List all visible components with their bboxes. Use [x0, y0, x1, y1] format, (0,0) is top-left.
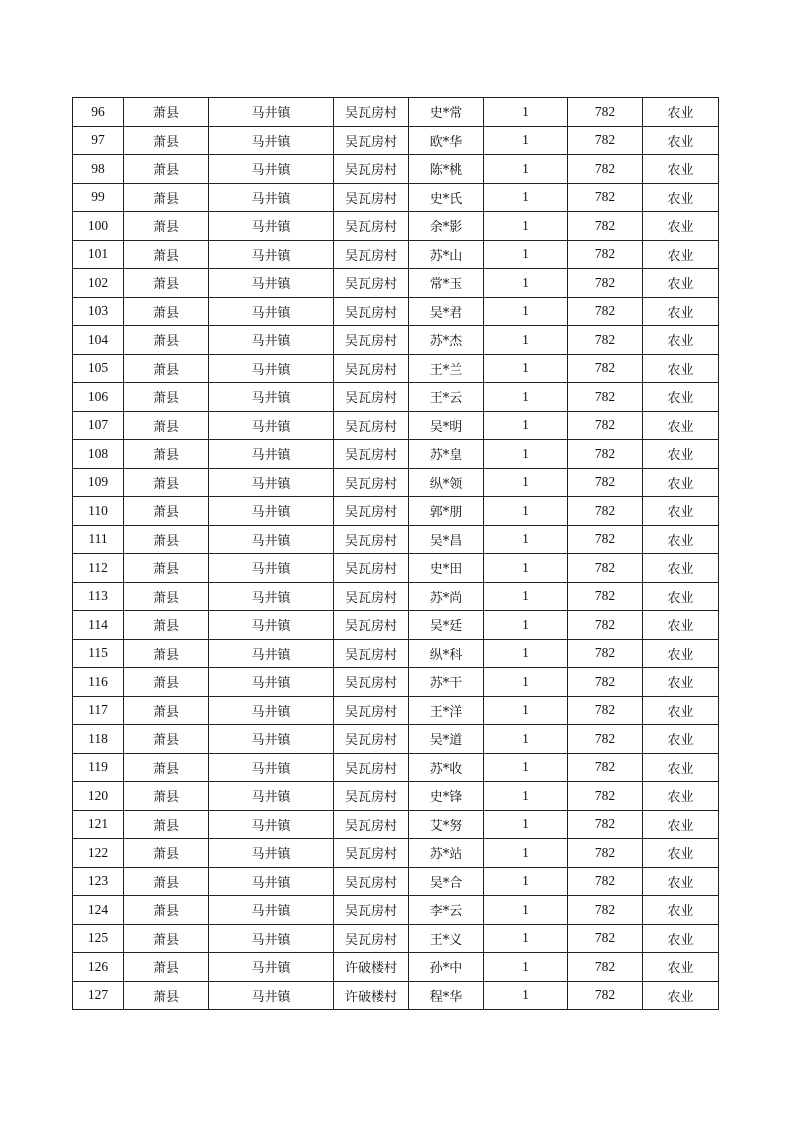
- cell-amount: 782: [568, 554, 643, 583]
- table-row: [73, 554, 719, 583]
- cell-category: 农业: [643, 525, 719, 554]
- cell-county: 萧县: [124, 810, 209, 839]
- table-body: [73, 98, 719, 1010]
- cell-village: 吴瓦房村: [334, 411, 409, 440]
- cell-town: 马井镇: [209, 896, 334, 925]
- cell-serial-number: 122: [73, 839, 124, 868]
- subsidy-table: [72, 97, 719, 1010]
- cell-county: 萧县: [124, 953, 209, 982]
- cell-serial-number: 108: [73, 440, 124, 469]
- cell-town: 马井镇: [209, 696, 334, 725]
- cell-category: 农业: [643, 611, 719, 640]
- cell-county: 萧县: [124, 497, 209, 526]
- cell-town: 马井镇: [209, 839, 334, 868]
- cell-village: 吴瓦房村: [334, 725, 409, 754]
- table-row: [73, 126, 719, 155]
- cell-amount: 782: [568, 269, 643, 298]
- table-row: [73, 525, 719, 554]
- cell-village: 吴瓦房村: [334, 867, 409, 896]
- cell-name: 王*洋: [409, 696, 484, 725]
- cell-name: 史*常: [409, 98, 484, 127]
- cell-town: 马井镇: [209, 411, 334, 440]
- table-row: [73, 497, 719, 526]
- cell-serial-number: 104: [73, 326, 124, 355]
- cell-town: 马井镇: [209, 810, 334, 839]
- cell-serial-number: 110: [73, 497, 124, 526]
- cell-count: 1: [484, 183, 568, 212]
- cell-serial-number: 120: [73, 782, 124, 811]
- cell-town: 马井镇: [209, 554, 334, 583]
- cell-county: 萧县: [124, 155, 209, 184]
- cell-town: 马井镇: [209, 981, 334, 1010]
- table-row: [73, 924, 719, 953]
- cell-village: 吴瓦房村: [334, 383, 409, 412]
- cell-name: 吴*昌: [409, 525, 484, 554]
- cell-town: 马井镇: [209, 924, 334, 953]
- cell-town: 马井镇: [209, 98, 334, 127]
- table-row: [73, 953, 719, 982]
- cell-category: 农业: [643, 582, 719, 611]
- cell-serial-number: 117: [73, 696, 124, 725]
- cell-name: 王*云: [409, 383, 484, 412]
- cell-county: 萧县: [124, 269, 209, 298]
- cell-amount: 782: [568, 297, 643, 326]
- cell-county: 萧县: [124, 240, 209, 269]
- cell-name: 史*氏: [409, 183, 484, 212]
- cell-amount: 782: [568, 639, 643, 668]
- cell-name: 纵*领: [409, 468, 484, 497]
- cell-county: 萧县: [124, 839, 209, 868]
- cell-count: 1: [484, 867, 568, 896]
- cell-name: 纵*科: [409, 639, 484, 668]
- cell-serial-number: 105: [73, 354, 124, 383]
- cell-name: 郭*朋: [409, 497, 484, 526]
- table-row: [73, 782, 719, 811]
- cell-county: 萧县: [124, 753, 209, 782]
- table-row: [73, 354, 719, 383]
- cell-county: 萧县: [124, 981, 209, 1010]
- cell-amount: 782: [568, 696, 643, 725]
- cell-amount: 782: [568, 212, 643, 241]
- cell-name: 苏*皇: [409, 440, 484, 469]
- cell-town: 马井镇: [209, 212, 334, 241]
- cell-count: 1: [484, 240, 568, 269]
- cell-county: 萧县: [124, 782, 209, 811]
- cell-amount: 782: [568, 497, 643, 526]
- cell-village: 吴瓦房村: [334, 554, 409, 583]
- cell-town: 马井镇: [209, 953, 334, 982]
- cell-county: 萧县: [124, 611, 209, 640]
- cell-name: 苏*杰: [409, 326, 484, 355]
- cell-village: 吴瓦房村: [334, 183, 409, 212]
- cell-name: 王*义: [409, 924, 484, 953]
- cell-name: 陈*桃: [409, 155, 484, 184]
- cell-amount: 782: [568, 468, 643, 497]
- cell-county: 萧县: [124, 639, 209, 668]
- cell-village: 吴瓦房村: [334, 240, 409, 269]
- cell-name: 孙*中: [409, 953, 484, 982]
- cell-name: 苏*干: [409, 668, 484, 697]
- cell-amount: 782: [568, 240, 643, 269]
- cell-county: 萧县: [124, 725, 209, 754]
- cell-county: 萧县: [124, 924, 209, 953]
- cell-village: 吴瓦房村: [334, 497, 409, 526]
- cell-county: 萧县: [124, 668, 209, 697]
- cell-amount: 782: [568, 981, 643, 1010]
- table-row: [73, 981, 719, 1010]
- cell-count: 1: [484, 354, 568, 383]
- table-row: [73, 611, 719, 640]
- cell-amount: 782: [568, 354, 643, 383]
- cell-category: 农业: [643, 696, 719, 725]
- cell-name: 苏*站: [409, 839, 484, 868]
- cell-town: 马井镇: [209, 582, 334, 611]
- cell-village: 许破楼村: [334, 981, 409, 1010]
- table-row: [73, 867, 719, 896]
- cell-village: 吴瓦房村: [334, 668, 409, 697]
- cell-count: 1: [484, 582, 568, 611]
- cell-amount: 782: [568, 668, 643, 697]
- cell-serial-number: 126: [73, 953, 124, 982]
- cell-amount: 782: [568, 525, 643, 554]
- table-row: [73, 639, 719, 668]
- cell-category: 农业: [643, 867, 719, 896]
- cell-count: 1: [484, 383, 568, 412]
- cell-amount: 782: [568, 582, 643, 611]
- cell-town: 马井镇: [209, 326, 334, 355]
- cell-county: 萧县: [124, 896, 209, 925]
- cell-serial-number: 115: [73, 639, 124, 668]
- cell-amount: 782: [568, 155, 643, 184]
- cell-amount: 782: [568, 326, 643, 355]
- cell-serial-number: 102: [73, 269, 124, 298]
- cell-village: 吴瓦房村: [334, 896, 409, 925]
- cell-count: 1: [484, 269, 568, 298]
- cell-village: 吴瓦房村: [334, 639, 409, 668]
- cell-village: 吴瓦房村: [334, 326, 409, 355]
- cell-name: 吴*君: [409, 297, 484, 326]
- cell-category: 农业: [643, 155, 719, 184]
- cell-count: 1: [484, 297, 568, 326]
- cell-category: 农业: [643, 639, 719, 668]
- table-row: [73, 896, 719, 925]
- cell-category: 农业: [643, 782, 719, 811]
- cell-name: 余*影: [409, 212, 484, 241]
- cell-category: 农业: [643, 354, 719, 383]
- cell-amount: 782: [568, 383, 643, 412]
- cell-serial-number: 123: [73, 867, 124, 896]
- cell-count: 1: [484, 924, 568, 953]
- cell-name: 吴*廷: [409, 611, 484, 640]
- cell-category: 农业: [643, 981, 719, 1010]
- table-row: [73, 440, 719, 469]
- cell-count: 1: [484, 981, 568, 1010]
- cell-village: 吴瓦房村: [334, 155, 409, 184]
- cell-serial-number: 99: [73, 183, 124, 212]
- cell-village: 吴瓦房村: [334, 582, 409, 611]
- cell-count: 1: [484, 525, 568, 554]
- cell-county: 萧县: [124, 383, 209, 412]
- cell-village: 吴瓦房村: [334, 126, 409, 155]
- cell-amount: 782: [568, 98, 643, 127]
- cell-count: 1: [484, 839, 568, 868]
- cell-village: 吴瓦房村: [334, 269, 409, 298]
- cell-amount: 782: [568, 839, 643, 868]
- cell-name: 欧*华: [409, 126, 484, 155]
- cell-serial-number: 127: [73, 981, 124, 1010]
- cell-count: 1: [484, 98, 568, 127]
- cell-county: 萧县: [124, 554, 209, 583]
- cell-count: 1: [484, 782, 568, 811]
- cell-amount: 782: [568, 953, 643, 982]
- cell-county: 萧县: [124, 525, 209, 554]
- cell-count: 1: [484, 497, 568, 526]
- table-row: [73, 383, 719, 412]
- cell-count: 1: [484, 212, 568, 241]
- cell-name: 苏*山: [409, 240, 484, 269]
- cell-amount: 782: [568, 126, 643, 155]
- cell-name: 吴*道: [409, 725, 484, 754]
- cell-serial-number: 96: [73, 98, 124, 127]
- cell-name: 吴*明: [409, 411, 484, 440]
- cell-category: 农业: [643, 953, 719, 982]
- cell-village: 吴瓦房村: [334, 468, 409, 497]
- cell-amount: 782: [568, 440, 643, 469]
- cell-name: 史*田: [409, 554, 484, 583]
- table-row: [73, 326, 719, 355]
- cell-county: 萧县: [124, 326, 209, 355]
- cell-village: 吴瓦房村: [334, 212, 409, 241]
- cell-county: 萧县: [124, 440, 209, 469]
- cell-village: 吴瓦房村: [334, 782, 409, 811]
- cell-serial-number: 106: [73, 383, 124, 412]
- cell-count: 1: [484, 554, 568, 583]
- cell-name: 苏*收: [409, 753, 484, 782]
- cell-town: 马井镇: [209, 155, 334, 184]
- cell-town: 马井镇: [209, 753, 334, 782]
- cell-category: 农业: [643, 554, 719, 583]
- cell-category: 农业: [643, 212, 719, 241]
- cell-town: 马井镇: [209, 468, 334, 497]
- table-row: [73, 411, 719, 440]
- cell-village: 吴瓦房村: [334, 696, 409, 725]
- cell-county: 萧县: [124, 297, 209, 326]
- cell-count: 1: [484, 440, 568, 469]
- cell-county: 萧县: [124, 126, 209, 155]
- cell-county: 萧县: [124, 354, 209, 383]
- cell-category: 农业: [643, 126, 719, 155]
- cell-town: 马井镇: [209, 525, 334, 554]
- cell-village: 吴瓦房村: [334, 297, 409, 326]
- cell-category: 农业: [643, 98, 719, 127]
- cell-count: 1: [484, 326, 568, 355]
- cell-amount: 782: [568, 411, 643, 440]
- cell-town: 马井镇: [209, 297, 334, 326]
- cell-count: 1: [484, 896, 568, 925]
- cell-name: 王*兰: [409, 354, 484, 383]
- cell-category: 农业: [643, 725, 719, 754]
- cell-amount: 782: [568, 810, 643, 839]
- cell-count: 1: [484, 953, 568, 982]
- cell-amount: 782: [568, 183, 643, 212]
- table-row: [73, 240, 719, 269]
- cell-town: 马井镇: [209, 867, 334, 896]
- cell-county: 萧县: [124, 696, 209, 725]
- cell-name: 程*华: [409, 981, 484, 1010]
- cell-serial-number: 111: [73, 525, 124, 554]
- cell-village: 吴瓦房村: [334, 98, 409, 127]
- cell-serial-number: 124: [73, 896, 124, 925]
- cell-category: 农业: [643, 668, 719, 697]
- cell-serial-number: 97: [73, 126, 124, 155]
- cell-count: 1: [484, 810, 568, 839]
- cell-category: 农业: [643, 440, 719, 469]
- cell-category: 农业: [643, 468, 719, 497]
- cell-count: 1: [484, 126, 568, 155]
- cell-village: 吴瓦房村: [334, 924, 409, 953]
- cell-serial-number: 103: [73, 297, 124, 326]
- cell-amount: 782: [568, 753, 643, 782]
- table-row: [73, 582, 719, 611]
- table-row: [73, 269, 719, 298]
- cell-serial-number: 113: [73, 582, 124, 611]
- cell-amount: 782: [568, 611, 643, 640]
- cell-category: 农业: [643, 753, 719, 782]
- cell-amount: 782: [568, 896, 643, 925]
- cell-count: 1: [484, 411, 568, 440]
- table-row: [73, 668, 719, 697]
- cell-category: 农业: [643, 924, 719, 953]
- table-row: [73, 810, 719, 839]
- cell-town: 马井镇: [209, 639, 334, 668]
- cell-category: 农业: [643, 183, 719, 212]
- cell-name: 苏*尚: [409, 582, 484, 611]
- cell-town: 马井镇: [209, 611, 334, 640]
- cell-village: 吴瓦房村: [334, 354, 409, 383]
- cell-county: 萧县: [124, 411, 209, 440]
- cell-serial-number: 116: [73, 668, 124, 697]
- cell-category: 农业: [643, 497, 719, 526]
- cell-county: 萧县: [124, 212, 209, 241]
- table-row: [73, 725, 719, 754]
- cell-county: 萧县: [124, 867, 209, 896]
- cell-county: 萧县: [124, 98, 209, 127]
- cell-serial-number: 119: [73, 753, 124, 782]
- cell-count: 1: [484, 468, 568, 497]
- cell-count: 1: [484, 696, 568, 725]
- cell-village: 吴瓦房村: [334, 440, 409, 469]
- cell-village: 吴瓦房村: [334, 810, 409, 839]
- cell-count: 1: [484, 611, 568, 640]
- cell-serial-number: 101: [73, 240, 124, 269]
- table-row: [73, 183, 719, 212]
- table-row: [73, 98, 719, 127]
- cell-serial-number: 121: [73, 810, 124, 839]
- cell-serial-number: 112: [73, 554, 124, 583]
- table-row: [73, 155, 719, 184]
- cell-category: 农业: [643, 326, 719, 355]
- cell-amount: 782: [568, 782, 643, 811]
- cell-category: 农业: [643, 411, 719, 440]
- cell-village: 吴瓦房村: [334, 611, 409, 640]
- cell-count: 1: [484, 753, 568, 782]
- cell-amount: 782: [568, 867, 643, 896]
- table-row: [73, 212, 719, 241]
- cell-category: 农业: [643, 383, 719, 412]
- cell-village: 吴瓦房村: [334, 839, 409, 868]
- table-row: [73, 696, 719, 725]
- cell-serial-number: 100: [73, 212, 124, 241]
- cell-name: 史*锋: [409, 782, 484, 811]
- cell-serial-number: 118: [73, 725, 124, 754]
- cell-category: 农业: [643, 269, 719, 298]
- table-row: [73, 468, 719, 497]
- cell-serial-number: 98: [73, 155, 124, 184]
- cell-town: 马井镇: [209, 240, 334, 269]
- cell-serial-number: 109: [73, 468, 124, 497]
- cell-count: 1: [484, 155, 568, 184]
- cell-town: 马井镇: [209, 497, 334, 526]
- cell-count: 1: [484, 668, 568, 697]
- cell-town: 马井镇: [209, 725, 334, 754]
- cell-count: 1: [484, 639, 568, 668]
- cell-town: 马井镇: [209, 354, 334, 383]
- cell-amount: 782: [568, 924, 643, 953]
- cell-name: 李*云: [409, 896, 484, 925]
- cell-count: 1: [484, 725, 568, 754]
- cell-category: 农业: [643, 896, 719, 925]
- cell-county: 萧县: [124, 183, 209, 212]
- cell-serial-number: 125: [73, 924, 124, 953]
- cell-town: 马井镇: [209, 269, 334, 298]
- cell-town: 马井镇: [209, 183, 334, 212]
- cell-category: 农业: [643, 839, 719, 868]
- cell-town: 马井镇: [209, 126, 334, 155]
- cell-name: 常*玉: [409, 269, 484, 298]
- cell-town: 马井镇: [209, 440, 334, 469]
- cell-town: 马井镇: [209, 383, 334, 412]
- table-row: [73, 753, 719, 782]
- cell-category: 农业: [643, 240, 719, 269]
- cell-village: 吴瓦房村: [334, 753, 409, 782]
- table-row: [73, 839, 719, 868]
- cell-serial-number: 114: [73, 611, 124, 640]
- cell-county: 萧县: [124, 468, 209, 497]
- table-row: [73, 297, 719, 326]
- cell-name: 吴*合: [409, 867, 484, 896]
- cell-town: 马井镇: [209, 668, 334, 697]
- cell-amount: 782: [568, 725, 643, 754]
- cell-name: 艾*努: [409, 810, 484, 839]
- cell-category: 农业: [643, 810, 719, 839]
- cell-village: 许破楼村: [334, 953, 409, 982]
- cell-town: 马井镇: [209, 782, 334, 811]
- cell-county: 萧县: [124, 582, 209, 611]
- cell-village: 吴瓦房村: [334, 525, 409, 554]
- cell-serial-number: 107: [73, 411, 124, 440]
- cell-category: 农业: [643, 297, 719, 326]
